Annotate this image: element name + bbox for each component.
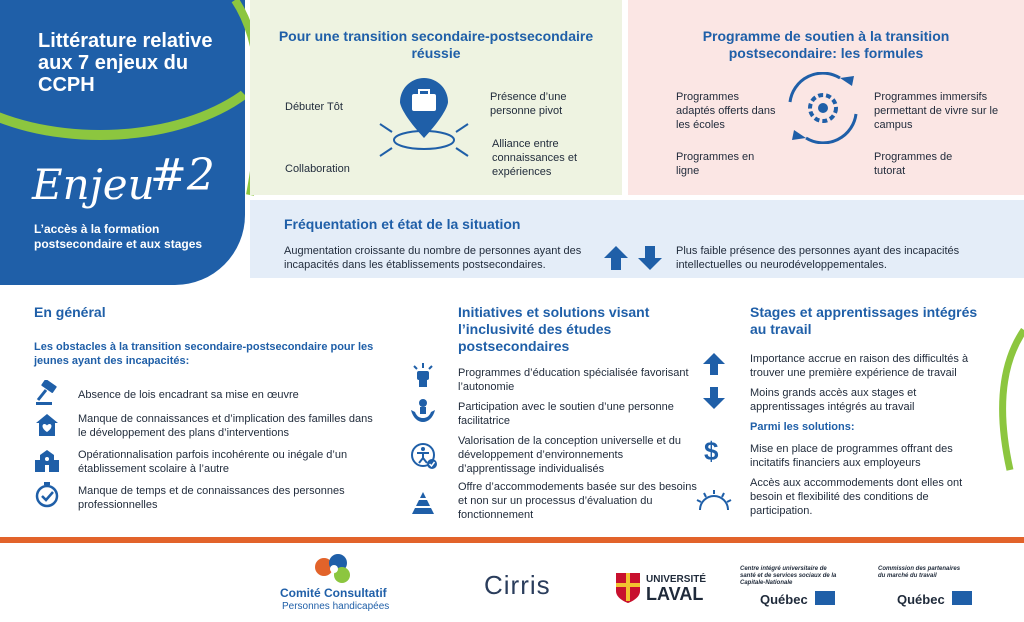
enjeu-word: Enjeu — [32, 160, 155, 209]
transition-title: Pour une transition secondaire-postsecondaire réussie — [278, 28, 594, 61]
school-icon — [34, 448, 60, 474]
programme-item-4: Programmes de tutorat — [874, 151, 953, 177]
gavel-icon — [34, 380, 60, 406]
transition-item-3: Collaboration — [285, 163, 350, 175]
programme-item-1: Programmes adaptés offerts dans les écoles — [676, 91, 776, 131]
programme-item-3: Programmes en ligne — [676, 151, 755, 177]
fist-icon — [410, 362, 436, 388]
transition-item-2: Présence d’une personne pivot — [490, 91, 567, 117]
cpmt-text: Commission des partenaires du marché du travail — [878, 566, 961, 579]
general-subtitle: Les obstacles à la transition secondaire-postsecondaire pour les jeunes ayant des incapacités: — [34, 341, 374, 367]
stages-solution-2: Accès aux accommodements dont elles ont besoin et flexibilité des conditions de participation. — [750, 477, 963, 517]
ccph-logo-icon — [314, 553, 354, 585]
main-title: Littérature relative aux 7 enjeux du CCPH — [38, 30, 213, 96]
programme-title: Programme de soutien à la transition postsecondaire: les formules — [702, 28, 950, 61]
laval-bottom: LAVAL — [646, 584, 704, 604]
enjeu-number: #2 — [150, 150, 215, 201]
family-home-icon — [34, 412, 60, 438]
arrow-down-icon — [702, 386, 726, 410]
quebec-logo-1: Québec — [760, 592, 808, 607]
programme-item-2: Programmes immersifs permettant de vivre sur le campus — [874, 91, 999, 131]
clock-check-icon — [34, 482, 60, 508]
initiatives-item-4: Offre d’accommodements basée sur des besoins et non sur un processus d’évaluation du fonctionnement — [458, 481, 697, 521]
transition-item-1: Débuter Tôt — [285, 101, 343, 113]
stages-solution-1: Mise en place de programmes offrant des incitatifs financiers aux employeurs — [750, 443, 953, 469]
sunrise-icon — [694, 488, 734, 512]
stages-item-1: Importance accrue en raison des difficultés à trouver une première expérience de travail — [750, 353, 969, 379]
ccph-name: Comité Consultatif — [280, 586, 387, 600]
quebec-flag-icon-1 — [815, 591, 835, 605]
stages-title: Stages et apprentissages intégrés au travail — [750, 304, 978, 337]
stages-solutions-label: Parmi les solutions: — [750, 421, 855, 433]
universal-access-icon — [410, 442, 438, 470]
ccph-sub: Personnes handicapées — [282, 601, 390, 612]
up-down-arrows-icon — [604, 244, 664, 272]
general-title: En général — [34, 304, 106, 320]
frequentation-right: Plus faible présence des personnes ayant des incapacités intellectuelles ou neurodéveloppementales. — [676, 245, 960, 271]
briefcase-pin-icon — [378, 78, 470, 160]
initiatives-item-1: Programmes d’éducation spécialisée favorisant l’autonomie — [458, 367, 689, 393]
frequentation-left: Augmentation croissante du nombre de personnes ayant des incapacités dans les établissements postsecondaires. — [284, 245, 582, 271]
initiatives-item-3: Valorisation de la conception universelle et du développement d’environnements d’apprentissage individualisés — [458, 435, 681, 475]
pyramid-icon — [410, 490, 436, 516]
general-item-1: Absence de lois encadrant sa mise en œuvre — [78, 389, 299, 401]
support-hands-icon — [410, 398, 436, 424]
quebec-logo-2: Québec — [897, 592, 945, 607]
laval-crest-icon — [614, 571, 642, 605]
cirris-logo: Cirris — [484, 570, 551, 600]
general-item-4: Manque de temps et de connaissances des personnes professionnelles — [78, 485, 345, 511]
stages-item-2: Moins grands accès aux stages et apprentissages intégrés au travail — [750, 387, 917, 413]
general-item-3: Opérationnalisation parfois incohérente ou inégale d’un établissement scolaire à l’autre — [78, 449, 348, 475]
quebec-flag-icon-2 — [952, 591, 972, 605]
laval-top: UNIVERSITÉ — [646, 574, 707, 585]
gear-hands-icon — [780, 72, 866, 144]
arrow-up-icon — [702, 352, 726, 376]
transition-item-4: Alliance entre connaissances et expériences — [492, 138, 577, 178]
initiatives-item-2: Participation avec le soutien d’une personne facilitatrice — [458, 401, 674, 427]
enjeu-subtitle: L’accès à la formation postsecondaire et aux stages — [34, 222, 203, 251]
general-item-2: Manque de connaissances et d’implication des familles dans le développement des plans d’interventions — [78, 413, 373, 439]
initiatives-title: Initiatives et solutions visant l’inclusivité des études postsecondaires — [458, 304, 650, 354]
ciusss-text: Centre intégré universitaire de santé et de services sociaux de la Capitale-Nationale — [740, 566, 837, 586]
frequentation-title: Fréquentation et état de la situation — [284, 216, 521, 232]
dollar-icon: $ — [704, 436, 719, 466]
